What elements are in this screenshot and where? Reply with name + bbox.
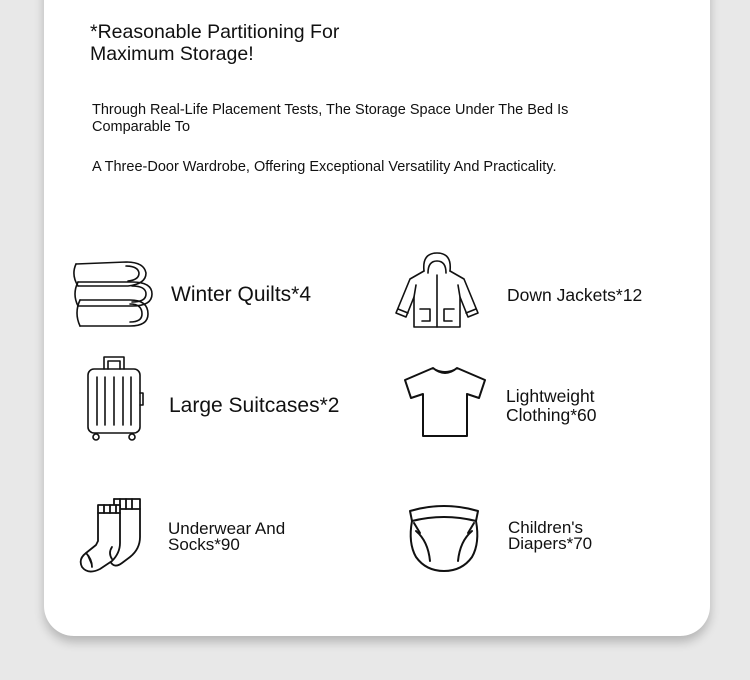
- suitcase-icon: [84, 355, 144, 441]
- underwear-socks-label: Underwear And Socks*90: [168, 519, 286, 554]
- description-line-1: Through Real-Life Placement Tests, The Storage Space Under The Bed Is Comparable To: [92, 102, 569, 135]
- large-suitcases-label: Large Suitcases*2: [169, 394, 340, 417]
- folded-quilt-icon: [72, 260, 156, 330]
- description-line-2: A Three-Door Wardrobe, Offering Exceptional Versatility And Practicality.: [92, 159, 557, 175]
- hooded-jacket-icon: [392, 251, 482, 329]
- headline: *Reasonable Partitioning For Maximum Storage!: [90, 21, 340, 65]
- t-shirt-icon: [403, 366, 487, 438]
- down-jackets-label: Down Jackets*12: [507, 285, 643, 305]
- socks-icon: [78, 497, 144, 573]
- lightweight-clothing-label: Lightweight Clothing*60: [506, 386, 597, 425]
- diaper-icon: [406, 503, 482, 573]
- childrens-diapers-label: Children's Diapers*70: [508, 518, 593, 553]
- winter-quilts-label: Winter Quilts*4: [171, 283, 312, 306]
